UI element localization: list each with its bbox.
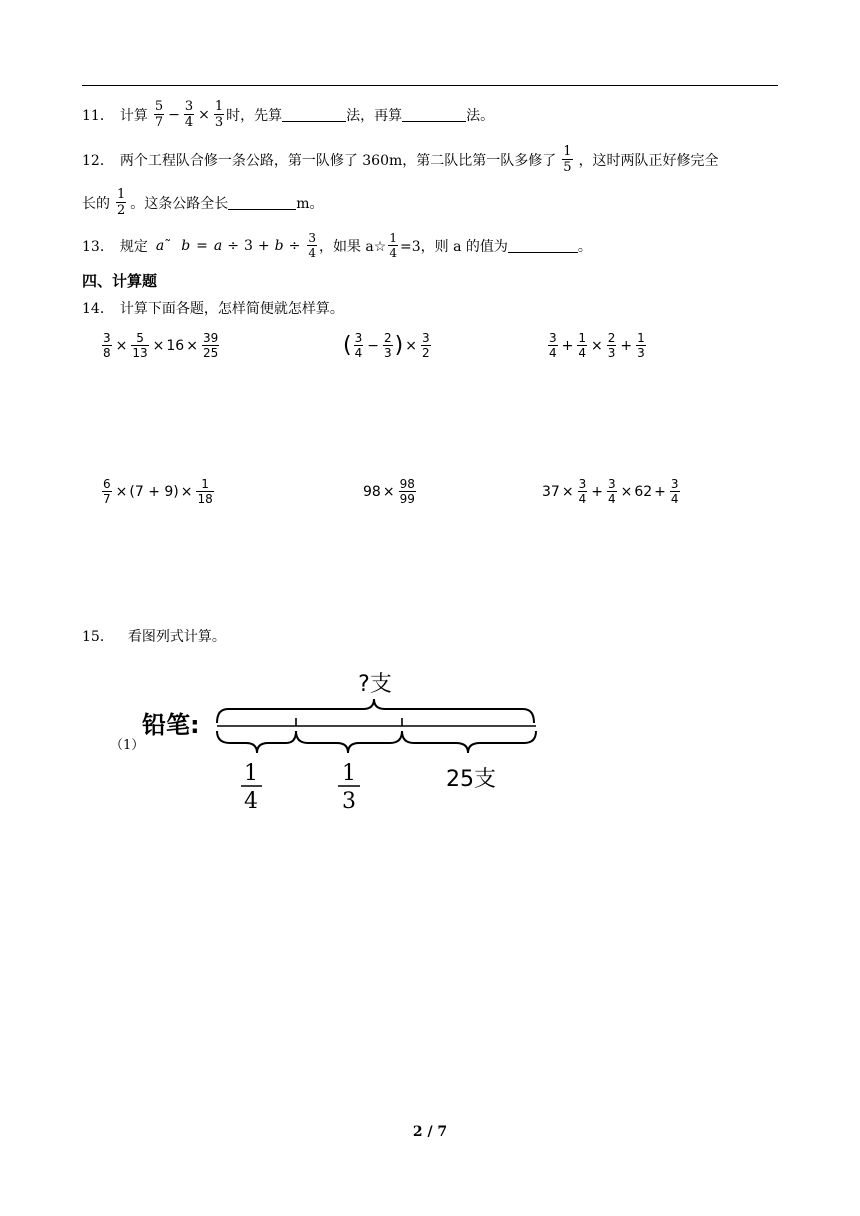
fraction: $\frac{3}{4}$ [578, 477, 587, 506]
segment-1-denominator: 4 [244, 789, 258, 814]
fraction: $\frac{3}{4}$ [607, 477, 616, 506]
fraction: $\frac{2}{3}$ [607, 331, 616, 360]
answer-blank[interactable] [402, 107, 466, 122]
bottom-brace-3 [402, 731, 536, 753]
question-number: 14． [82, 301, 114, 317]
fraction: $\frac{1}{3}$ [214, 99, 224, 130]
fraction: $\frac{1}{3}$ [637, 331, 645, 360]
fraction: $\frac{3}{2}$ [421, 331, 430, 360]
fraction: $\frac{39}{25}$ [202, 331, 219, 360]
answer-blank[interactable] [508, 238, 578, 253]
segment-3-label: 25支 [446, 767, 496, 792]
question-number: 15． [82, 629, 114, 645]
expression-3: $\frac{3}{4}$ + $\frac{1}{4}$ × $\frac{2}{3}$ + $\frac{1}{3}$ [549, 331, 645, 360]
bottom-brace-2 [296, 731, 402, 753]
answer-blank[interactable] [228, 195, 296, 210]
expression-6: 37 × $\frac{3}{4}$ + $\frac{3}{4}$ × 62 + $\frac{3}{4}$ [542, 477, 679, 506]
fraction: $\frac{3}{4}$ [184, 99, 194, 130]
fraction: $\frac{1}{2}$ [117, 187, 126, 218]
fraction: $\frac{5}{7}$ [154, 99, 164, 130]
line-diagram [138, 665, 548, 815]
fraction: $\frac{3}{4}$ [549, 331, 557, 360]
fraction: $\frac{1}{18}$ [197, 477, 213, 506]
fraction: $\frac{2}{3}$ [383, 331, 392, 360]
fraction: $\frac{5}{13}$ [132, 331, 148, 360]
page-number: 2 / 7 [412, 1124, 448, 1140]
fraction: $\frac{1}{4}$ [389, 231, 397, 260]
expression-4: $\frac{6}{7}$ × (7 + 9) × $\frac{1}{18}$ [103, 477, 213, 506]
segment-2-denominator: 3 [342, 789, 356, 814]
fraction: $\frac{1}{5}$ [563, 144, 572, 175]
answer-blank[interactable] [282, 107, 346, 122]
fraction: $\frac{3}{4}$ [354, 331, 363, 360]
fraction: $\frac{98}{99}$ [399, 477, 415, 506]
question-15: 15． 看图列式计算。 [82, 626, 226, 646]
expression-1: $\frac{3}{8}$ × $\frac{5}{13}$ × 16 × $\frac{39}{25}$ [103, 331, 219, 360]
top-brace [217, 699, 534, 723]
fraction: $\frac{3}{8}$ [103, 331, 111, 360]
segment-1-numerator: 1 [244, 761, 258, 786]
question-number: 13． [82, 238, 114, 255]
sub-question-label: （1） [110, 738, 145, 753]
question-12-line-1: 12． 两个工程队合修一条公路，第一队修了 360m，第二队比第一队多修了 $\frac{1}{5}$ ，这时两队正好修完全 [82, 144, 719, 175]
bottom-brace-1 [217, 731, 296, 753]
question-12-line-2: 长的 $\frac{1}{2}$ 。这条公路全长 m。 [82, 187, 324, 218]
expression-2: ( $\frac{3}{4}$ − $\frac{2}{3}$ ) × $\frac{3}{2}$ [343, 331, 430, 360]
question-11: 11． 计算 $\frac{5}{7}$ − $\frac{3}{4}$ × $\frac{1}{3}$ 时，先算 法，再算 法。 [82, 99, 495, 130]
fraction: $\frac{3}{4}$ [670, 477, 679, 506]
question-13: 13． 规定 a ˜ b = a ÷ 3 + b ÷ $\frac{3}{4}$ ，如果 a☆ $\frac{1}{4}$ =3，则 a 的值为 。 [82, 231, 592, 260]
total-label: ?支 [358, 672, 392, 697]
diagram-label: 铅笔: [142, 711, 200, 739]
header-rule [82, 85, 778, 86]
fraction: $\frac{1}{4}$ [578, 331, 587, 360]
question-14: 14． 计算下面各题，怎样简便就怎样算。 [82, 298, 344, 318]
question-number: 12． [82, 152, 114, 169]
fraction: $\frac{6}{7}$ [103, 477, 111, 506]
expression-5: 98 × $\frac{98}{99}$ [363, 477, 415, 506]
fraction: $\frac{3}{4}$ [308, 231, 316, 260]
section-heading: 四、计算题 [82, 272, 158, 290]
question-number: 11． [82, 107, 114, 124]
segment-2-numerator: 1 [342, 761, 356, 786]
